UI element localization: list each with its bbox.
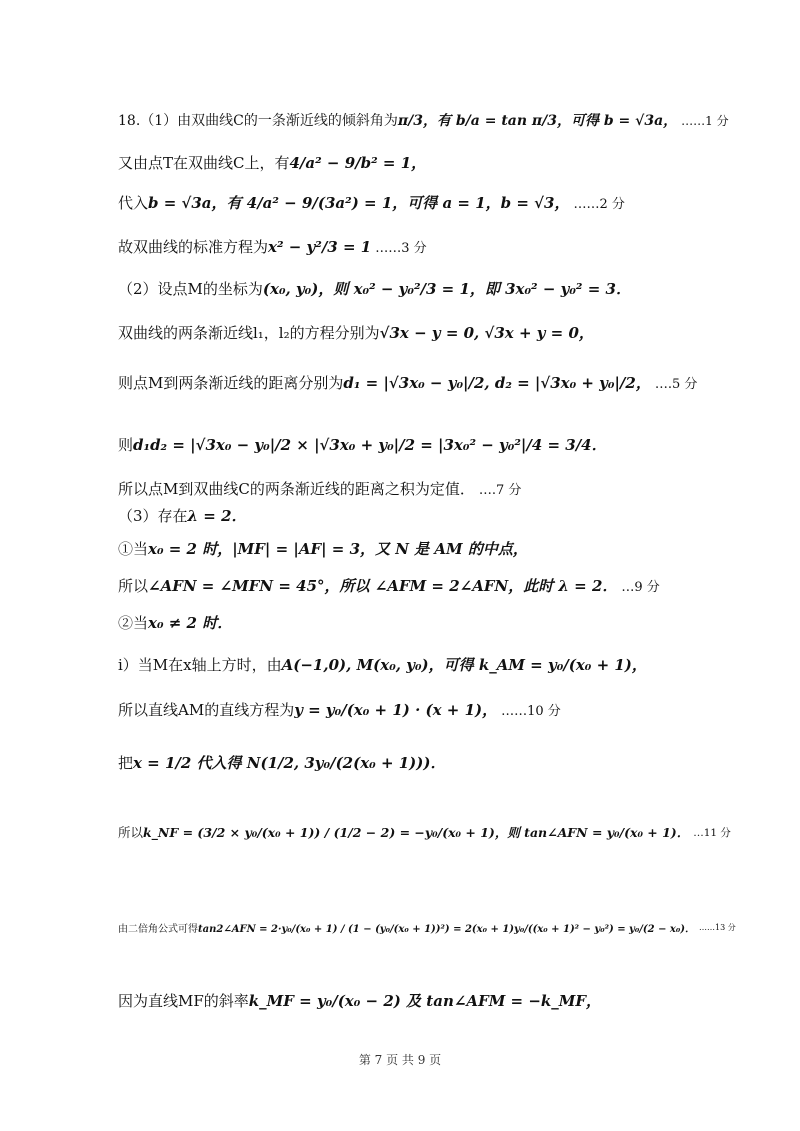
solution-line-9: 所以点M到双曲线C的两条渐近线的距离之积为定值． ….7 分 (118, 480, 522, 498)
solution-line-3: 代入 b = √3a，有 4/a² − 9/(3a²) = 1，可得 a = 1，b = √3， ……2 分 (118, 194, 625, 212)
solution-line-15: 所以直线AM的直线方程为 y = y₀/(x₀ + 1) · (x + 1)， ……10 分 (118, 701, 561, 719)
solution-line-8: 则 d₁d₂ = |√3x₀ − y₀|/2 × |√3x₀ + y₀|/2 = |3x₀² − y₀²|/4 = 3/4． (118, 436, 607, 454)
solution-line-7: 则点M到两条渐近线的距离分别为 d₁ = |√3x₀ − y₀|/2, d₂ = |√3x₀ + y₀|/2， ….5 分 (118, 374, 698, 392)
solution-line-4: 故双曲线的标准方程为 x² − y²/3 = 1 ……3 分 (118, 237, 427, 256)
solution-line-17: 所以 k_NF = (3/2 × y₀/(x₀ + 1)) / (1/2 − 2) = −y₀/(x₀ + 1)，则 tan∠AFN = y₀/(x₀ + 1)． …11 分 (118, 825, 731, 840)
solution-line-16: 把 x = 1/2 代入得 N(1/2, 3y₀/(2(x₀ + 1)))． (118, 754, 446, 772)
solution-line-6: 双曲线的两条渐近线l₁，l₂的方程分别为 √3x − y = 0, √3x + y = 0， (118, 324, 594, 342)
solution-line-19: 因为直线MF的斜率 k_MF = y₀/(x₀ − 2) 及 tan∠AFM = −k_MF， (118, 992, 602, 1010)
page-footer: 第 7 页 共 9 页 (358, 1053, 442, 1067)
solution-line-13: ②当 x₀ ≠ 2 时． (118, 614, 233, 632)
solution-line-11: ①当 x₀ = 2 时，|MF| = |AF| = 3，又 N 是 AM 的中点， (118, 540, 528, 558)
solution-line-10: （3）存在 λ = 2． (118, 507, 247, 525)
solution-line-18: 由二倍角公式可得 tan2∠AFN = 2·y₀/(x₀ + 1) / (1 − (y₀/(x₀ + 1))²) = 2(x₀ + 1)y₀/((x₀ + 1)² − y₀²) = y₀/(2 − x₀)． ……13 分 (118, 923, 736, 935)
solution-line-14: i）当M在x轴上方时，由 A(−1,0), M(x₀, y₀)，可得 k_AM = y₀/(x₀ + 1)， (118, 656, 647, 674)
solution-line-2: 又由点T在双曲线C上，有 4/a² − 9/b² = 1， (118, 154, 427, 172)
solution-line-5: （2）设点M的坐标为 (x₀, y₀)，则 x₀² − y₀²/3 = 1，即 3x₀² − y₀² = 3． (118, 280, 631, 298)
solution-line-1: 18.（1）由双曲线C的一条渐近线的倾斜角为 π/3，有 b/a = tan π/3，可得 b = √3a， ……1 分 (118, 113, 729, 129)
solution-line-12: 所以 ∠AFN = ∠MFN = 45°，所以 ∠AFM = 2∠AFN，此时 λ = 2． …9 分 (118, 577, 660, 595)
